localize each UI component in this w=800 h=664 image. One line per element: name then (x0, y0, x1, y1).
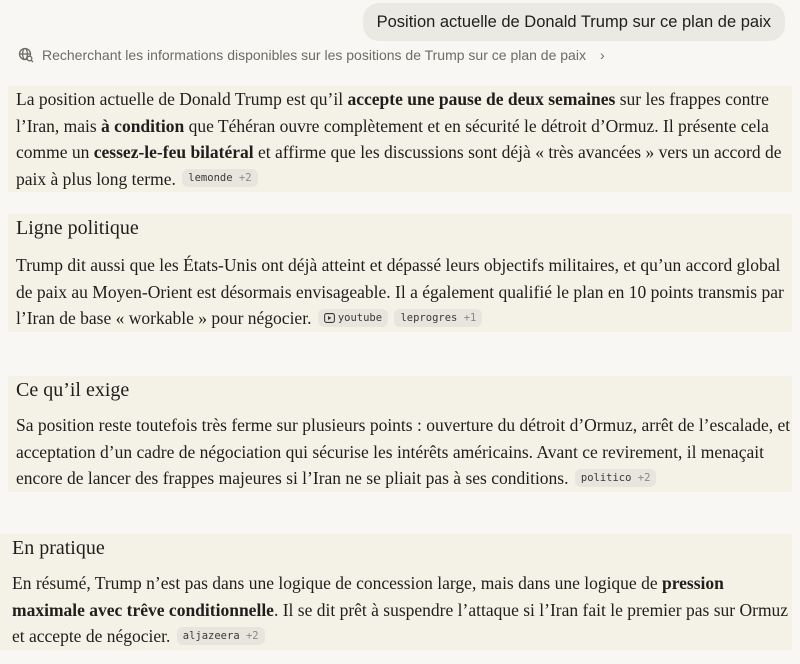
source-chip-politico[interactable]: politico +2 (575, 469, 657, 487)
source-chip-youtube[interactable]: youtube (318, 309, 388, 327)
section-en-pratique (0, 534, 792, 650)
section-heading: En pratique (12, 537, 105, 559)
section-paragraph: Trump dit aussi que les États-Unis ont déjà atteint et dépassé leurs objectifs militaires, et qu’un accord global de paix au Moyen-Orient est désormais envisageable. Il a également qualifié le plan en 10 points transmis par l’Iran de base « workable » pour négocier. youtube leprogres +1 (16, 255, 784, 328)
section-heading: Ligne politique (16, 217, 139, 239)
section-paragraph: En résumé, Trump n’est pas dans une logique de concession large, mais dans une logique de pression maximale avec trêve conditionnelle. Il se dit prêt à suspendre l’attaque si l’Iran fait le premier pas sur Ormuz et accepte de négocier. aljazeera +2 (12, 573, 789, 646)
section-paragraph: Sa position reste toutefois très ferme sur plusieurs points : ouverture du détroit d’Ormuz, arrêt de l’escalade, et acceptation d’un cadre de négociation qui sécurise les intérêts américains. Avant ce revirement, il menaçait encore de lancer des frappes majeures si l’Iran ne se pliait pas à ses conditions. politico +2 (16, 415, 791, 488)
intro-paragraph: La position actuelle de Donald Trump est qu’il accepte une pause de deux semaines sur les frappes contre l’Iran, mais à condition que Téhéran ouvre complètement et en sécurité le détroit d’Ormuz. Il présente cela comme un cessez-le-feu bilatéral et affirme que les discussions sont déjà « très avancées » vers un accord de paix à plus long terme. lemonde +2 (16, 89, 782, 189)
user-message-bubble (363, 3, 785, 41)
answer-intro (8, 86, 792, 192)
web-search-icon (18, 47, 34, 63)
chevron-right-icon: › (599, 47, 605, 63)
section-ligne-politique (8, 214, 792, 332)
search-status-text: Recherchant les informations disponibles sur les positions de Trump sur ce plan de paix (42, 47, 586, 63)
play-icon (324, 313, 335, 323)
source-chip-lemonde[interactable]: lemonde +2 (182, 169, 257, 187)
source-chip-aljazeera[interactable]: aljazeera +2 (177, 627, 265, 645)
source-chip-leprogres[interactable]: leprogres +1 (394, 309, 482, 327)
section-heading: Ce qu’il exige (16, 379, 130, 401)
section-ce-quil-exige (8, 376, 792, 492)
search-status-row[interactable] (18, 45, 605, 65)
user-message-text: Position actuelle de Donald Trump sur ce plan de paix (376, 12, 771, 31)
